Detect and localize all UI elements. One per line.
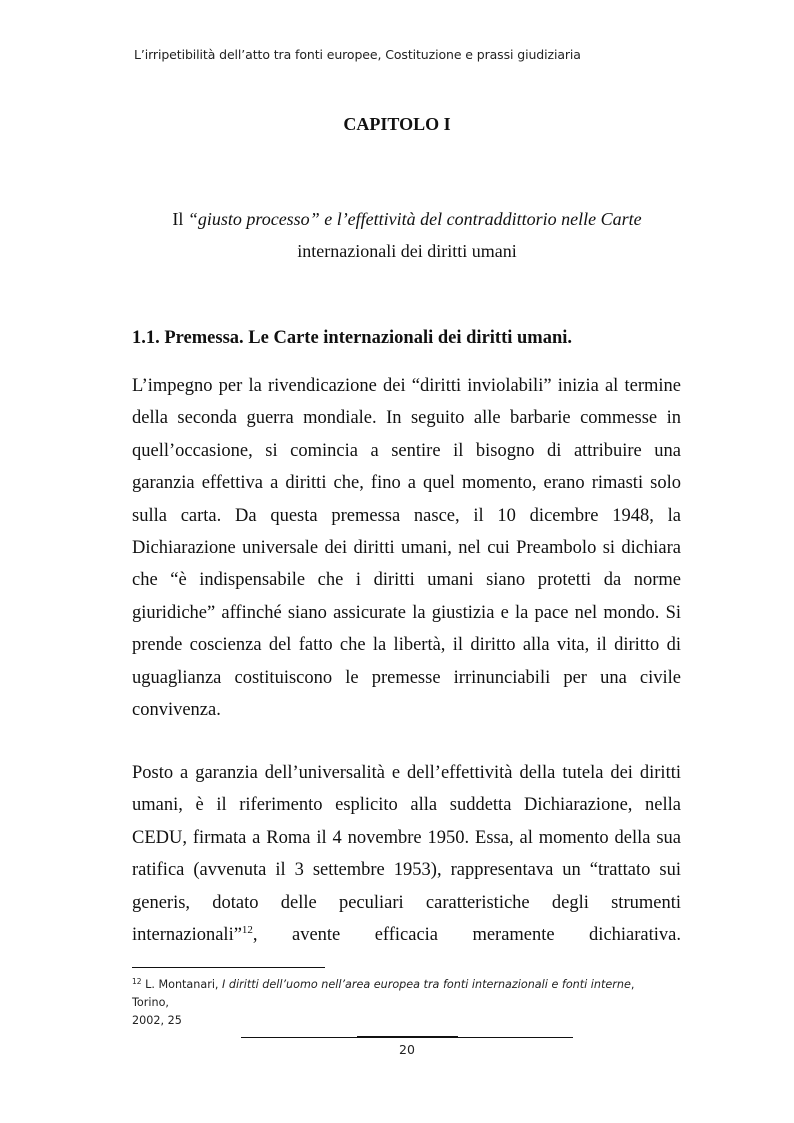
- paragraph-line: CEDU, firmata a Roma il 4 novembre 1950. Essa, al momento della sua: [132, 827, 681, 848]
- footnote-12: [132, 976, 672, 1030]
- footnote-reference[interactable]: 12: [241, 924, 253, 937]
- paragraph-line: L’impegno per la rivendicazione dei “diritti inviolabili” inizia al termine: [132, 376, 681, 396]
- footnote-title: I diritti dell’uomo nell’area europea tra fonti internazionali e fonti interne: [222, 978, 631, 991]
- footnote-line1: [132, 976, 672, 1012]
- chapter-subtitle: [110, 203, 704, 267]
- footnote-number: 12: [132, 977, 142, 986]
- body-paragraph-1: [132, 370, 681, 726]
- paragraph-line: ratifica (avvenuta il 3 settembre 1953), rappresentava un “trattato sui: [132, 860, 681, 881]
- chapter-subtitle-line2: internazionali dei diritti umani: [297, 241, 517, 261]
- paragraph-line: Posto a garanzia dell’universalità e dell’effettività della tutela dei diritti: [132, 763, 681, 783]
- chapter-subtitle-line1: [110, 203, 704, 235]
- paragraph-line: quell’occasione, si comincia a sentire il bisogno di attribuire una: [132, 440, 681, 461]
- chapter-title: CAPITOLO I: [343, 114, 451, 134]
- subtitle-mid: “giusto processo: [187, 209, 310, 229]
- paragraph-line: umani, è il riferimento esplicito alla suddetta Dichiarazione, nella: [132, 795, 681, 816]
- footnote-rest: , Torino,: [132, 978, 635, 1009]
- footer-divider-accent: [357, 1036, 458, 1038]
- paragraph-line: uguaglianza costituiscono le premesse irrinunciabili per una civile: [132, 667, 681, 688]
- paragraph-text: internazionali”: [132, 925, 242, 946]
- body-paragraph-2: [132, 757, 681, 951]
- paragraph-line: generis, dotato delle peculiari caratteristiche degli strumenti: [132, 892, 681, 913]
- paragraph-text: , avente efficacia meramente dichiarativa.: [252, 925, 681, 946]
- running-header: L’irripetibilità dell’atto tra fonti europee, Costituzione e prassi giudiziaria: [134, 47, 581, 62]
- subtitle-prefix: Il: [172, 209, 188, 229]
- paragraph-line: Dichiarazione universale dei diritti umani, nel cui Preambolo si dichiara: [132, 538, 681, 559]
- paragraph-line: della seconda guerra mondiale. In seguito alle barbarie commesse in: [132, 408, 681, 429]
- paragraph-line: sulla carta. Da questa premessa nasce, il 10 dicembre 1948, la: [132, 505, 681, 526]
- page-number: 20: [399, 1042, 415, 1057]
- subtitle-italic: ” e l’effettività del contraddittorio nelle Carte: [309, 209, 642, 229]
- footnote-line2: 2002, 25: [132, 1014, 182, 1027]
- paragraph-line-with-footnote: [132, 919, 681, 951]
- footnote-author: L. Montanari,: [141, 978, 223, 991]
- paragraph-line: garanzia effettiva a diritti che, fino a quel momento, erano rimasti solo: [132, 473, 681, 494]
- paragraph-line: prende coscienza del fatto che la libertà, il diritto alla vita, il diritto di: [132, 635, 681, 656]
- section-heading: 1.1. Premessa. Le Carte internazionali dei diritti umani.: [132, 328, 573, 348]
- paragraph-line: che “è indispensabile che i diritti umani siano protetti da norme: [132, 570, 681, 591]
- footnote-divider: [132, 967, 325, 968]
- paragraph-line: giuridiche” affinché siano assicurate la giustizia e la pace nel mondo. Si: [132, 602, 681, 623]
- paragraph-line: convivenza.: [132, 700, 221, 721]
